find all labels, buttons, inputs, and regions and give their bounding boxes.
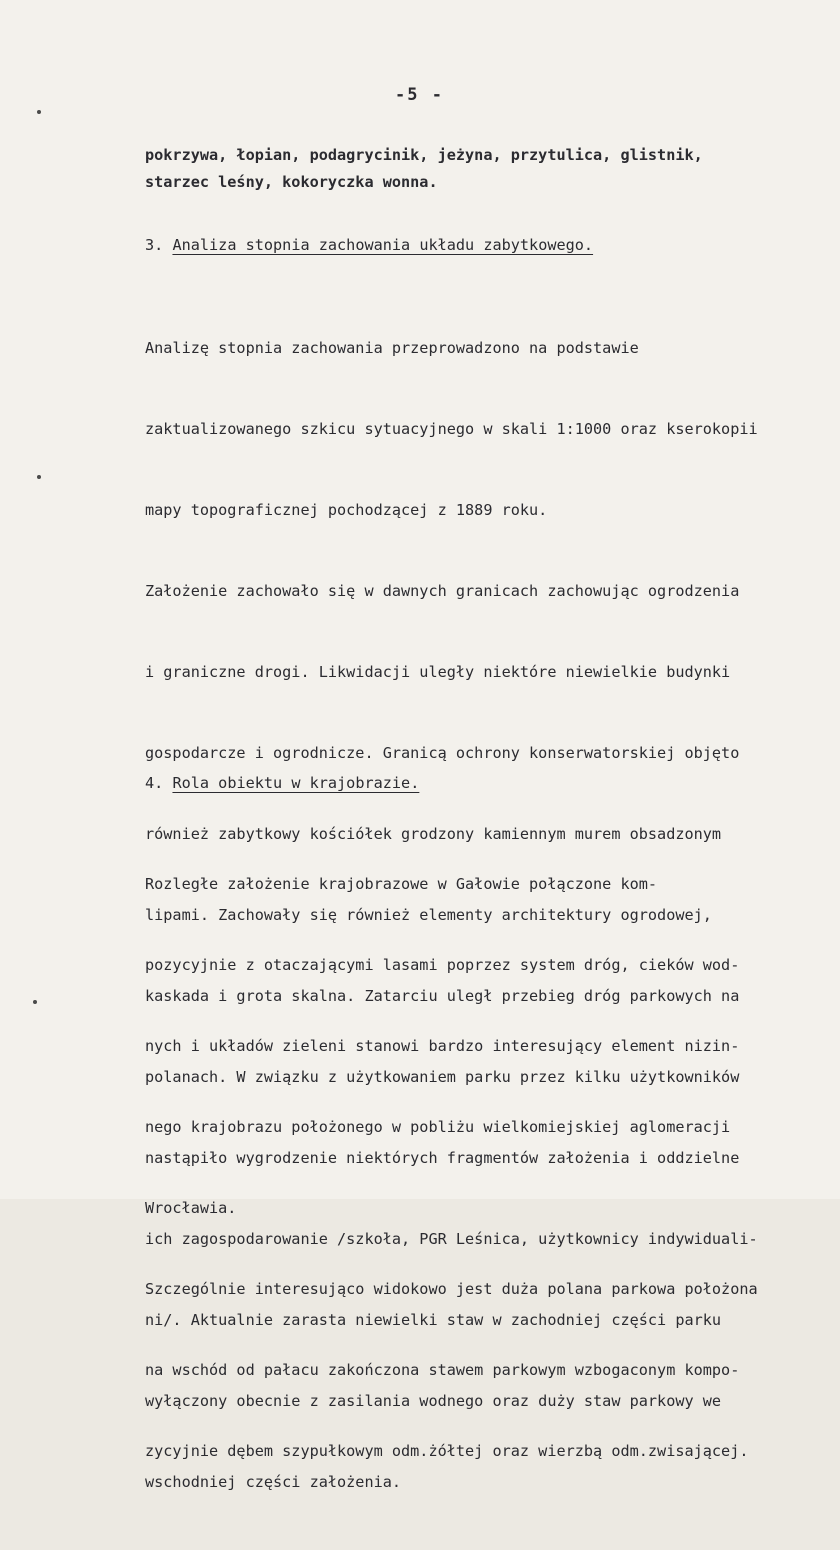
text-line: Rozległe założenie krajobrazowe w Gałowie połączone kom-	[145, 875, 658, 893]
text-line: Analizę stopnia zachowania przeprowadzono na podstawie	[145, 339, 639, 357]
page-number: -5 -	[395, 85, 444, 105]
section-3-heading	[145, 232, 835, 259]
text-line: gospodarcze i ogrodnicze. Granicą ochrony konserwatorskiej objęto	[145, 744, 740, 762]
text-line: Szczególnie interesująco widokowo jest duża polana parkowa położona	[145, 1280, 758, 1298]
punch-hole-mark	[37, 110, 41, 114]
text-line: ich zagospodarowanie /szkoła, PGR Leśnica, użytkownicy indywiduali-	[145, 1230, 758, 1248]
intro-paragraph	[145, 142, 835, 196]
text-line: pokrzywa, łopian, podagrycinik, jeżyna, przytulica, glistnik,	[145, 146, 703, 164]
text-line: Wrocławia.	[145, 1199, 237, 1217]
text-line: zaktualizowanego szkicu sytuacyjnego w skali 1:1000 oraz kserokopii	[145, 420, 758, 438]
section-title: Rola obiektu w krajobrazie.	[172, 774, 420, 792]
text-line: i graniczne drogi. Likwidacji uległy niektóre niewielkie budynki	[145, 663, 731, 681]
text-line: wyłączony obecnie z zasilania wodnego oraz duży staw parkowy we	[145, 1392, 722, 1410]
text-line: na wschód od pałacu zakończona stawem parkowym wzbogaconym kompo-	[145, 1361, 740, 1379]
punch-hole-mark	[33, 1000, 37, 1004]
text-line: również zabytkowy kościółek grodzony kamiennym murem obsadzonym	[145, 825, 722, 843]
text-line: zycyjnie dębem szypułkowym odm.żółtej oraz wierzbą odm.zwisającej.	[145, 1442, 749, 1460]
text-line: wschodniej części założenia.	[145, 1473, 402, 1491]
text-line: nego krajobrazu położonego w pobliżu wielkomiejskiej aglomeracji	[145, 1118, 731, 1136]
section-number: 4.	[145, 774, 164, 792]
text-line: pozycyjnie z otaczającymi lasami poprzez system dróg, cieków wod-	[145, 956, 740, 974]
section-title: Analiza stopnia zachowania układu zabytkowego.	[172, 236, 594, 254]
section-4-heading	[145, 770, 835, 797]
text-line: polanach. W związku z użytkowaniem parku przez kilku użytkowników	[145, 1068, 740, 1086]
punch-hole-mark	[37, 475, 41, 479]
text-line: Założenie zachowało się w dawnych granicach zachowując ogrodzenia	[145, 582, 740, 600]
text-line: kaskada i grota skalna. Zatarciu uległ przebieg dróg parkowych na	[145, 987, 740, 1005]
text-line: mapy topograficznej pochodzącej z 1889 roku.	[145, 501, 548, 519]
text-line: ni/. Aktualnie zarasta niewielki staw w zachodniej części parku	[145, 1311, 722, 1329]
section-number: 3.	[145, 236, 164, 254]
text-line: nych i układów zieleni stanowi bardzo interesujący element nizin-	[145, 1037, 740, 1055]
text-line: lipami. Zachowały się również elementy architektury ogrodowej,	[145, 906, 712, 924]
text-line: starzec leśny, kokoryczka wonna.	[145, 173, 438, 191]
section-4-body	[145, 817, 835, 1519]
text-line: nastąpiło wygrodzenie niektórych fragmentów założenia i oddzielne	[145, 1149, 740, 1167]
